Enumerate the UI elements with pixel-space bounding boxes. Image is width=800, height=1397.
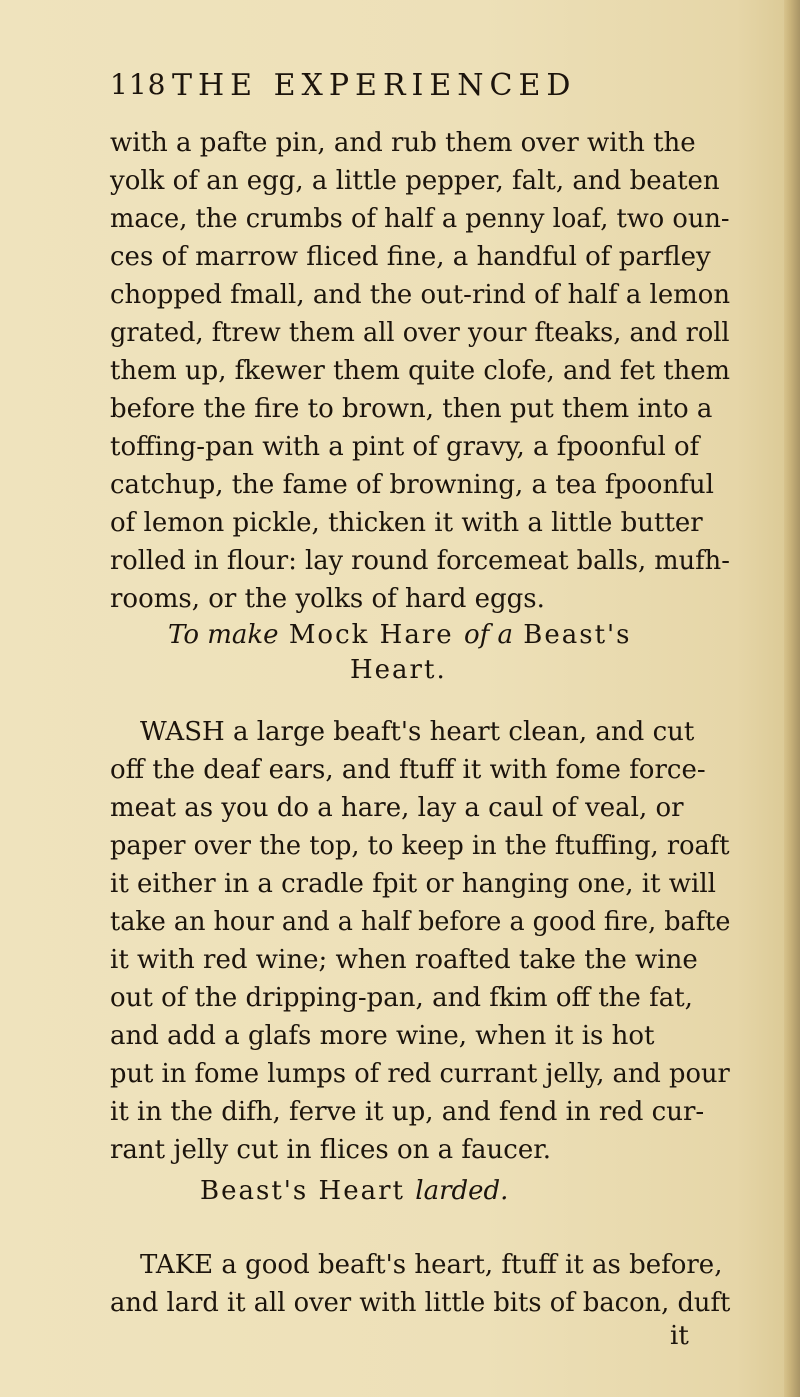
text-line: and lard it all over with little bits of bacon, duft [110,1288,731,1318]
text-line: before the fire to brown, then put them into a [110,394,713,424]
heading-text: Beast's Heart [200,1176,405,1206]
page-number: 118 [110,68,167,101]
text-line: rooms, or the yolks of hard eggs. [110,584,545,614]
text-line: toffing-pan with a pint of gravy, a fpoonful of [110,432,700,462]
text-line: it in the difh, ferve it up, and fend in red cur- [110,1097,705,1127]
heading-italic: of a [463,620,513,650]
text-line: them up, fkewer them quite clofe, and fet them [110,356,730,386]
catchword: it [670,1321,689,1351]
text-line: catchup, the fame of browning, a tea fpoonful [110,470,714,500]
text-line: put in fome lumps of red currant jelly, and pour [110,1059,730,1089]
recipe-heading-line-2 [350,655,447,685]
heading-italic: larded. [415,1176,509,1206]
text-line: ces of marrow fliced fine, a handful of parfley [110,242,711,272]
heading-text: Mock Hare [288,620,454,650]
running-head: THE EXPERIENCED [172,68,577,103]
text-line: rolled in flour: lay round forcemeat balls, mufh- [110,546,730,576]
text-line: paper over the top, to keep in the ftuffing, roaft [110,831,730,861]
text-line: and add a glafs more wine, when it is hot [110,1021,655,1051]
text-line: TAKE a good beaft's heart, ftuff it as before, [140,1250,723,1280]
text-line: with a pafte pin, and rub them over with the [110,128,696,158]
text-line: rant jelly cut in flices on a faucer. [110,1135,552,1165]
text-line: it either in a cradle fpit or hanging one, it will [110,869,716,899]
heading-text: Beast's [523,620,632,650]
text-line: meat as you do a hare, lay a caul of veal, or [110,793,684,823]
page-edge [784,0,800,1397]
heading-italic: To make [168,620,279,650]
text-line: take an hour and a half before a good fire, bafte [110,907,731,937]
text-line: chopped fmall, and the out-rind of half a lemon [110,280,731,310]
heading-text: Heart. [350,655,447,685]
text-line: WASH a large beaft's heart clean, and cut [140,717,695,747]
text-line: yolk of an egg, a little pepper, falt, and beaten [110,166,720,196]
text-line: out of the dripping-pan, and fkim off the fat, [110,983,693,1013]
recipe-heading-larded [200,1176,508,1206]
recipe-heading-mock-hare [168,620,632,650]
text-line: of lemon pickle, thicken it with a little butter [110,508,703,538]
text-line: off the deaf ears, and ftuff it with fome force- [110,755,706,785]
page-header [110,68,670,108]
text-line: grated, ftrew them all over your fteaks, and roll [110,318,730,348]
text-line: it with red wine; when roafted take the wine [110,945,698,975]
text-line: mace, the crumbs of half a penny loaf, two oun- [110,204,730,234]
